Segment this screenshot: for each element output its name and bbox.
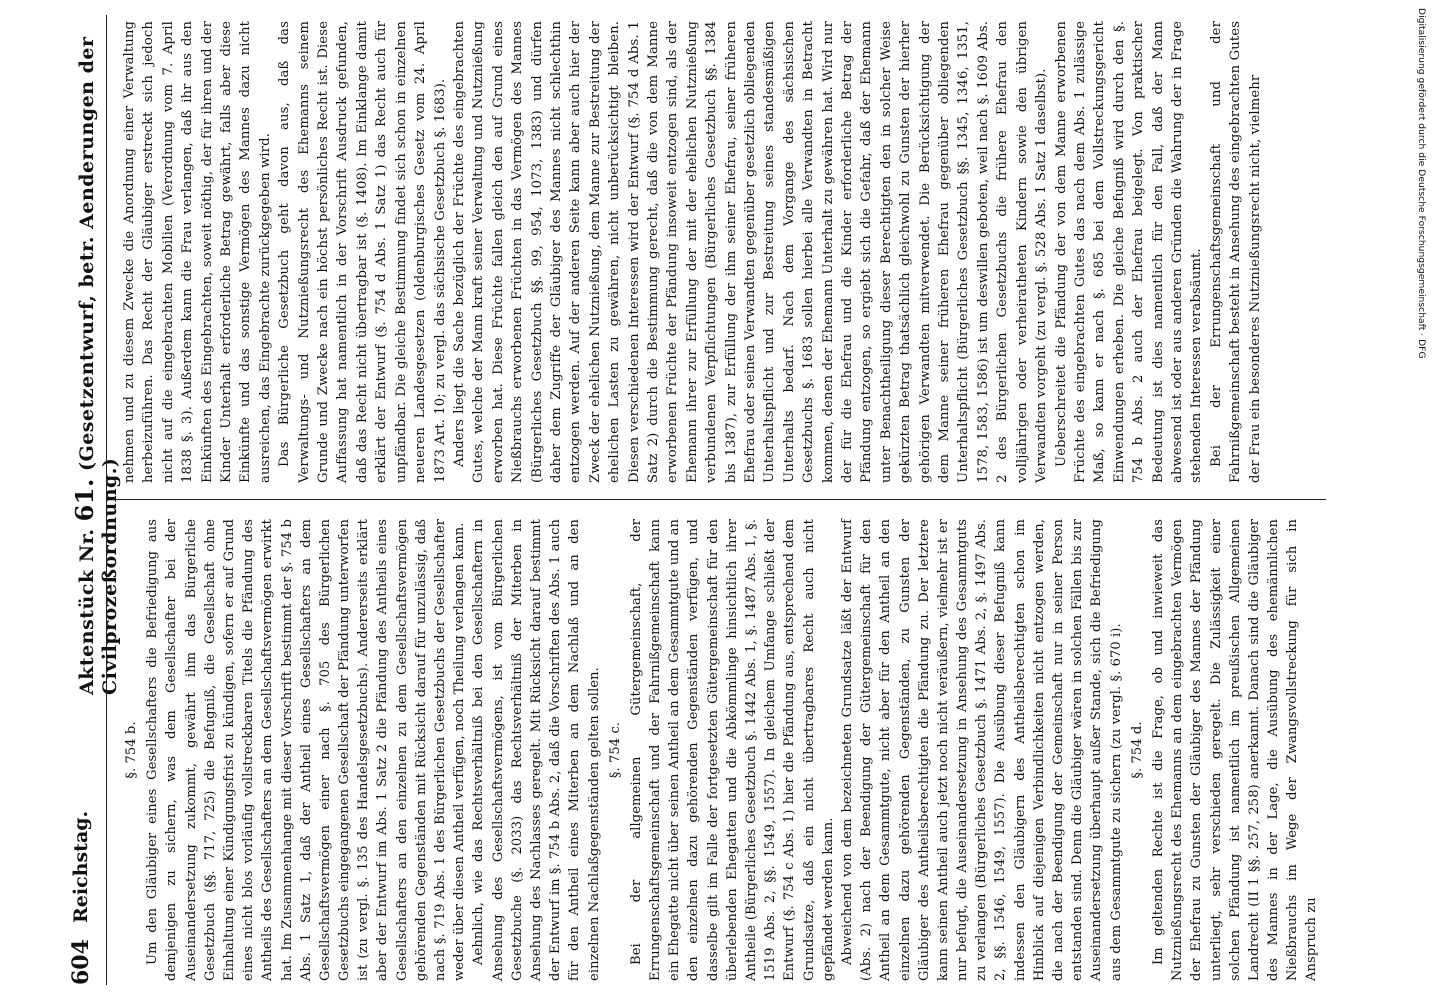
- paragraph: Abweichend von dem bezeichneten Grundsatze läßt der Entwurf (Abs. 2) nach der Beendigung der Gütergemeinschaft für den Antheil an dem Gesammtgute, nicht aber für den Antheil an den einzelnen dazu gehörenden Gegenständen, zu Gunsten der Gläubiger des Antheilsberechtigten die Pfändung zu. Der letztere kann seinen Antheil auch jetzt noch nicht veräußern, vielmehr ist er nur befugt, die Auseinandersetzung in Ansehung des Gesammtguts zu verlangen (Bürgerliches Gesetzbuch §. 1471 Abs. 2, §. 1497 Abs. 2, §§. 1546, 1549, 1557). Die Ausübung dieser Befugniß kann indessen den Gläubigern des Antheilsberechtigten schon im Hinblick auf diejenigen Verbindlichkeiten nicht entzogen werden, die nach der Beendigung der Gemeinschaft nur in seiner Person entstanden sind. Denn die Gläubiger wären in solchen Fällen bis zur Auseinandersetzung überhaupt außer Stande, sich die Befriedigung aus dem Gesammtgute zu sichern (zu vergl. §. 670 i).: [839, 519, 1124, 981]
- left-column: [120, 519, 1322, 981]
- document-page: [60, 5, 1350, 995]
- page-number: 604: [68, 939, 94, 985]
- doc-number: 61.: [70, 478, 99, 522]
- paragraph: Im geltenden Rechte ist die Frage, ob und inwieweit das Nutznießungsrecht des Ehemanns an dem eingebrachten Vermögen der Ehefrau zu Gunsten der Gläubiger des Mannes der Pfändung unterliegt, sehr verschieden geregelt. Die Zulässigkeit einer solchen Pfändung ist namentlich im preußischen Allgemeinen Landrecht (II 1 §§. 257, 258) anerkannt. Danach sind die Gläubiger des Mannes in der Lage, die Ausübung des ehemännlichen Nießbrauchs im Wege der Zwangsvollstreckung für sich in Anspruch zu: [1150, 519, 1320, 981]
- running-head-center: [70, 15, 121, 695]
- header-rule: [106, 15, 107, 985]
- paragraph: Bei der allgemeinen Gütergemeinschaft, der Errungenschaftsgemeinschaft und der Fahrnißgemeinschaft kann ein Ehegatte nicht über seinen Antheil an dem Gesammtgute und an den einzelnen dazu gehörenden Gegenständen verfügen, und dasselbe gilt im Falle der fortgesetzten Gütergemeinschaft für den überlebenden Ehegatten und die Abkömmlinge hinsichtlich ihrer Antheile (Bürgerliches Gesetzbuch §. 1442 Abs. 1, §. 1487 Abs. 1, §. 1519 Abs. 2, §§. 1549, 1557). In gleichem Umfange schließt der Entwurf (§. 754 c Abs. 1) hier die Pfändung aus, entsprechend dem Grundsatze, daß ein nicht übertragbares Recht auch nicht gepfändet werden kann.: [628, 519, 836, 981]
- section-heading: §. 754 b.: [124, 721, 139, 779]
- right-column: [120, 21, 1265, 483]
- section-heading: §. 754 d.: [1129, 721, 1145, 779]
- paragraph: Um den Gläubiger eines Gesellschafters die Befriedigung aus demjenigen zu sichern, was dem Gesellschafter bei der Auseinandersetzung zukommt, gewährt ihm das Bürgerliche Gesetzbuch (§§. 717, 725) die Befugniß, die Gesellschaft ohne Einhaltung einer Kündigungsfrist zu kündigen, sofern er auf Grund eines nicht blos vorläufig vollstreckbaren Titels die Pfändung des Antheils des Gesellschafters an dem Gesellschaftsvermögen erwirkt hat. Im Zusammenhange mit dieser Vorschrift bestimmt der §. 754 b Abs. 1 Satz 1, daß der Antheil eines Gesellschafters an dem Gesellschaftsvermögen einer nach §. 705 des Bürgerlichen Gesetzbuchs eingegangenen Gesellschaft der Pfändung unterworfen ist (zu vergl. §. 135 des Handelsgesetzbuchs). Andererseits erklärt aber der Entwurf im Abs. 1 Satz 2 die Pfändung des Antheils eines Gesellschafters an den einzelnen zu dem Gesellschaftsvermögen gehörenden Gegenständen mit Rücksicht darauf für unzulässig, daß nach §. 719 Abs. 1 des Bürgerlichen Gesetzbuchs der Gesellschafter weder über diesen Antheil verfügen, noch Theilung verlangen kann.: [145, 519, 468, 981]
- running-head-left: Reichstag.: [70, 810, 92, 923]
- doc-subject: (Gesetzentwurf, betr. Aenderungen der Civilprozeßordnung.): [76, 36, 121, 695]
- paragraph: nehmen und zu diesem Zwecke die Anordnung einer Verwaltung herbeizuführen. Das Recht der Gläubiger erstreckt sich jedoch nicht auf die eingebrachten Mobilien (Verordnung vom 7. April 1838 §. 3). Außerdem kann die Frau verlangen, daß ihr aus den Einkünften des Eingebrachten, soweit nöthig, der für ihren und der Kinder Unterhalt erforderliche Betrag gewährt, falls aber diese Einkünfte und das sonstige Vermögen des Mannes dazu nicht ausreichen, das Eingebrachte zurückgegeben wird.: [122, 21, 273, 483]
- digitization-text: Digitalisierung gefördert durch die Deutsche Forschungsgemeinschaft · DFG: [1416, 8, 1427, 359]
- running-head: [68, 15, 121, 985]
- paragraph: Bei der Errungenschaftsgemeinschaft und der Fahrnißgemeinschaft besteht in Ansehung des eingebrachten Gutes der Frau ein besonderes Nutznießungsrecht nicht, vielmehr: [1208, 21, 1263, 483]
- paragraph: Anders liegt die Sache bezüglich der Früchte des eingebrachten Gutes, welche der Mann kraft seiner Verwaltung und Nutznießung erworben hat. Diese Früchte fallen gleich den auf Grund eines Nießbrauchs erworbenen Früchten in das Vermögen des Mannes (Bürgerliches Gesetzbuch §§. 99, 954, 1073, 1383) und dürfen daher dem Zugriffe der Gläubiger des Mannes nicht schlechthin entzogen werden. Auf der anderen Seite kann aber auch hier der Zweck der ehelichen Nutznießung, dem Manne zur Bestreitung der ehelichen Lasten zu gewähren, nicht unberücksichtigt bleiben. Diesen verschiedenen Interessen wird der Entwurf (§. 754 d Abs. 1 Satz 2) durch die Bestimmung gerecht, daß die von dem Manne erworbenen Früchte der Pfändung insoweit entzogen sind, als der Ehemann ihrer zur Erfüllung der mit der ehelichen Nutznießung verbundenen Verpflichtungen (Bürgerliches Gesetzbuch §§. 1384 bis 1387), zur Erfüllung der ihm seiner Ehefrau, seiner früheren Ehefrau oder seinen Verwandten gegenüber gesetzlich obliegenden Unterhaltspflicht und zur Bestreitung seines standesmäßigen Unterhalts bedarf. Nach dem Vorgange des sächsischen Gesetzbuchs §. 1683 sollen hierbei alle Verwandten in Betracht kommen, denen der Ehemann Unterhalt zu gewähren hat. Wird nur der für die Ehefrau und die Kinder erforderliche Betrag der Pfändung entzogen, so ergiebt sich die Gefahr, daß der Ehemann unter Benachtheiligung dieser Berechtigten den in solcher Weise gekürzten Betrag thatsächlich gleichwohl zu Gunsten der hierher gehörigen Verwandten mitverwendet. Die Berücksichtigung der dem Manne seiner früheren Ehefrau gegenüber obliegenden Unterhaltspflicht (Bürgerliches Gesetzbuch §§. 1345, 1346, 1351, 1578, 1583, 1586) ist um deswillen geboten, weil nach §. 1609 Abs. 2 des Bürgerlichen Gesetzbuchs die frühere Ehefrau den volljährigen oder verheiratheten Kindern sowie den übrigen Verwandten vorgeht (zu vergl. §. 528 Abs. 1 Satz 1 daselbst).: [451, 21, 1050, 483]
- paragraph: Ueberschreitet die Pfändung der von dem Manne erworbenen Früchte des eingebrachten Gutes das nach dem Abs. 1 zulässige Maß, so kann er nach §. 685 bei dem Vollstreckungsgericht Einwendungen erheben. Die gleiche Befugniß wird durch den §. 754 b Abs. 2 auch der Ehefrau beigelegt. Von praktischer Bedeutung ist dies namentlich für den Fall, daß der Mann abwesend ist oder aus anderen Gründen die Wahrung der in Frage stehenden Interessen verabsäumt.: [1053, 21, 1205, 483]
- paragraph: Das Bürgerliche Gesetzbuch geht davon aus, daß das Verwaltungs- und Nutznießungsrecht des Ehemanns seinem Grunde und Zwecke nach ein höchst persönliches Recht ist. Diese Auffassung hat namentlich in der Vorschrift Ausdruck gefunden, daß das Recht nicht übertragbar ist (§. 1408). Im Einklange damit erklärt der Entwurf (§. 754 d Abs. 1 Satz 1) das Recht auch für unpfändbar. Die gleiche Bestimmung findet sich schon in einzelnen neueren Landesgesetzen (oldenburgisches Gesetz vom 24. April 1873 Art. 10; zu vergl. das sächsische Gesetzbuch §. 1683).: [277, 21, 448, 483]
- doc-label: Aktenstück Nr.: [76, 528, 98, 695]
- section-heading: §. 754 c.: [607, 721, 623, 779]
- digitization-note: [1413, 8, 1431, 998]
- paragraph: Aehnlich, wie das Rechtsverhältniß bei den Gesellschaftern in Ansehung des Gesellschaftsvermögens, ist vom Bürgerlichen Gesetzbuche (§. 2033) das Rechtsverhältniß der Miterben in Ansehung des Nachlasses geregelt. Mit Rücksicht darauf bestimmt der Entwurf im §. 754 b Abs. 2, daß die Vorschriften des Abs. 1 auch für den Antheil eines Miterben an dem Nachlaß und an den einzelnen Nachlaßgegenständen gelten sollen.: [471, 519, 602, 981]
- column-rule: [112, 499, 1326, 500]
